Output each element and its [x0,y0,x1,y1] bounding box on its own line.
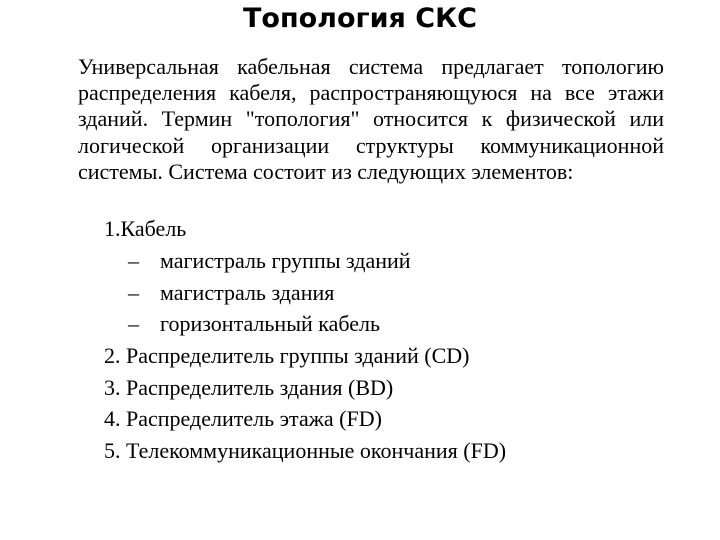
list-item-campus-distributor: 2. Распределитель группы зданий (CD) [104,343,470,368]
list-item-floor-distributor: 4. Распределитель этажа (FD) [104,406,382,431]
list-item-telecom-outlets: 5. Телекоммуникационные окончания (FD) [104,438,507,463]
list-item-cable: 1.Кабель [104,216,187,241]
sub-item-building-backbone [128,280,334,306]
dash-marker: – [128,280,139,305]
dash-marker: – [128,311,139,336]
slide-title: Топология СКС [243,3,477,34]
sub-item-horizontal-cable [128,311,380,337]
sub-item-label: магистраль группы зданий [160,248,411,273]
sub-item-label: горизонтальный кабель [160,311,381,336]
list-item-building-distributor: 3. Распределитель здания (BD) [104,375,394,400]
dash-marker: – [128,248,139,273]
intro-paragraph: Универсальная кабельная система предлагает топологию распределения кабеля, распространяющуюся на все этажи зданий. Термин "топология" относится к физической или логической организации структуры коммуникационной системы. Система состоит из следующих элементов: [78,54,664,184]
sub-item-campus-backbone [128,248,411,274]
sub-item-label: магистраль здания [160,280,335,305]
